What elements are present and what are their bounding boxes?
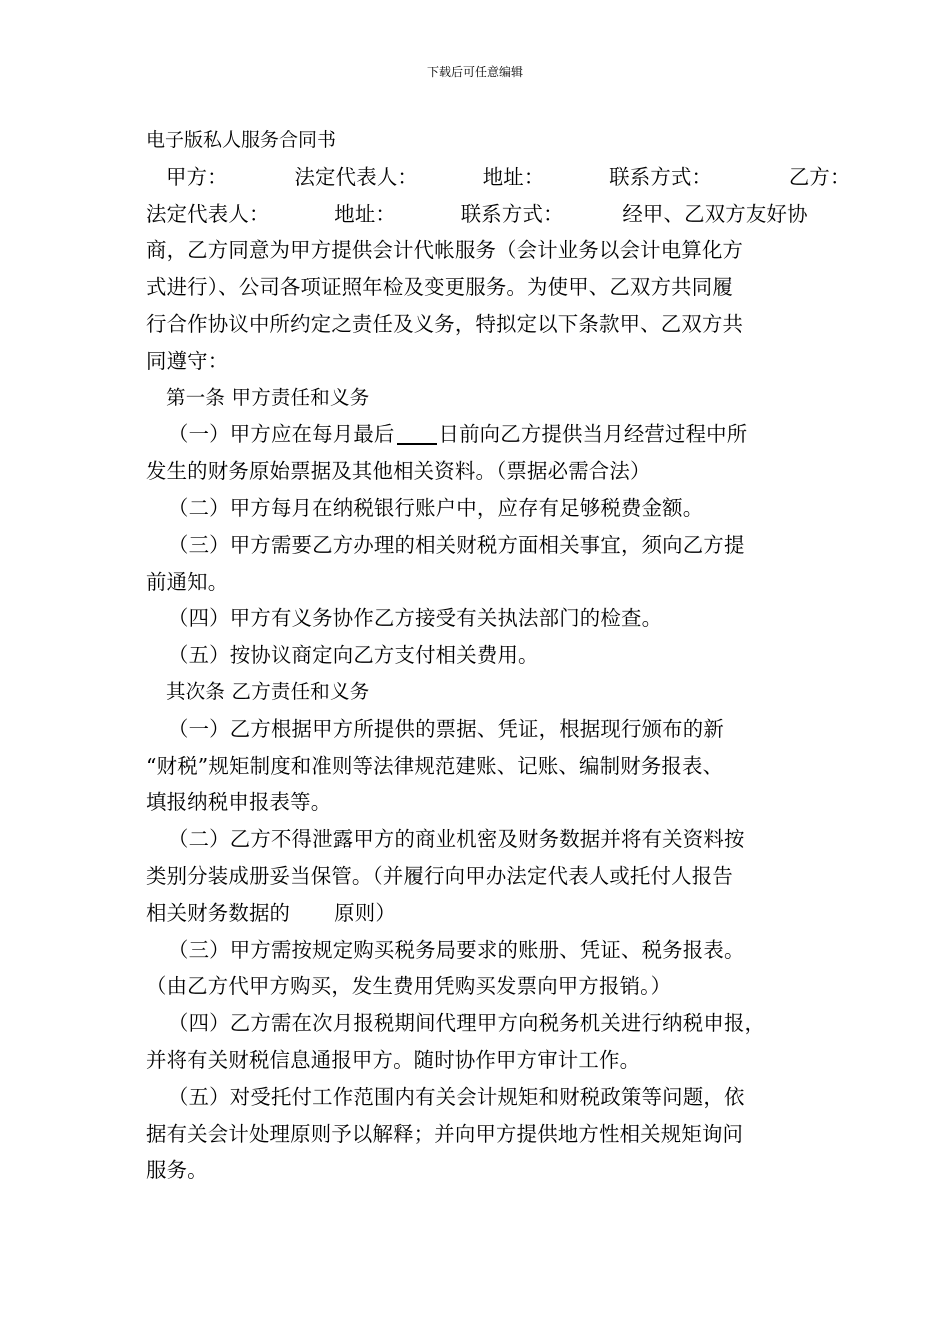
intro-line: 行合作协议中所约定之责任及义务，特拟定以下条款甲、乙双方共 [146, 311, 744, 336]
party-a-contact-label: 联系方式： [609, 164, 713, 189]
article-1-item-5: （五）按协议商定向乙方支付相关费用。 [168, 643, 539, 668]
party-line-1 [146, 159, 851, 196]
article-2-item-1-cont: 填报纳税申报表等。 [146, 790, 332, 815]
article-2-item-2: （二）乙方不得泄露甲方的商业机密及财务数据并将有关资料按 [168, 827, 745, 852]
article-2-item-4: （四）乙方需在次月报税期间代理甲方向税务机关进行纳税申报， [168, 1011, 766, 1036]
article-1-item-3-cont: 前通知。 [146, 569, 229, 594]
article-1-item-1-cont: 发生的财务原始票据及其他相关资料。（票据必需合法） [146, 459, 651, 484]
party-line-2 [146, 196, 806, 233]
party-b-address-label: 地址： [334, 201, 397, 226]
article-1-item-1 [146, 416, 806, 453]
party-a-label: 甲方： [166, 164, 228, 189]
article-2-item-5: （五）对受托付工作范围内有关会计规矩和财税政策等问题，依 [168, 1084, 745, 1109]
intro-start: 经甲、乙双方友好协 [622, 201, 808, 226]
party-b-label: 乙方： [788, 164, 851, 189]
article-2-item-2-cont: 类别分装成册妥当保管。（并履行向甲办法定代表人或托付人报告 [146, 863, 733, 888]
article-2-heading: 其次条 乙方责任和义务 [166, 679, 370, 703]
article-1-heading: 第一条 甲方责任和义务 [166, 385, 370, 409]
article-2-item-2-cont [146, 895, 806, 932]
article-1-item-3: （三）甲方需要乙方办理的相关财税方面相关事宜，须向乙方提 [168, 532, 745, 557]
article-1-item-4: （四）甲方有义务协作乙方接受有关执法部门的检查。 [168, 606, 663, 631]
party-b-rep-label: 法定代表人： [146, 201, 270, 226]
intro-line: 同遵守： [146, 348, 229, 373]
party-a-address-label: 地址： [482, 164, 545, 189]
article-2-item-4-cont: 并将有关财税信息通报甲方。随时协作甲方审计工作。 [146, 1047, 641, 1072]
article-1-item-1-text-end: 日前向乙方提供当月经营过程中所 [438, 422, 748, 447]
article-2-item-3: （三）甲方需按规定购买税务局要求的账册、凭证、税务报表。 [168, 937, 745, 962]
article-1-item-2: （二）甲方每月在纳税银行账户中，应存有足够税费金额。 [168, 495, 704, 520]
party-a-rep-label: 法定代表人： [294, 164, 419, 189]
day-blank-field [397, 421, 437, 445]
article-2-item-2-text-a: 相关财务数据的 [146, 900, 291, 925]
contract-title: 电子版私人服务合同书 [146, 129, 337, 151]
page-header-note: 下载后可任意编辑 [426, 65, 523, 79]
party-b-contact-label: 联系方式： [460, 201, 564, 226]
contract-body [146, 122, 851, 1189]
article-2-item-5-cont: 服务。 [146, 1158, 208, 1183]
article-2-item-1: （一）乙方根据甲方所提供的票据、凭证，根据现行颁布的新 [168, 716, 724, 741]
article-2-item-1-cont: “财税”规矩制度和准则等法律规范建账、记账、编制财务报表、 [146, 753, 724, 778]
intro-line: 式进行）、公司各项证照年检及变更服务。为使甲、乙双方共同履 [146, 275, 733, 300]
article-2-item-3-cont: （由乙方代甲方购买，发生费用凭购买发票向甲方报销。） [146, 974, 672, 999]
article-1-item-1-text-start: （一）甲方应在每月最后 [168, 422, 395, 447]
intro-line: 商，乙方同意为甲方提供会计代帐服务（会计业务以会计电算化方 [146, 238, 744, 263]
article-2-item-5-cont: 据有关会计处理原则予以解释；并向甲方提供地方性相关规矩询问 [146, 1121, 744, 1146]
article-2-item-2-text-b: 原则） [334, 900, 396, 925]
